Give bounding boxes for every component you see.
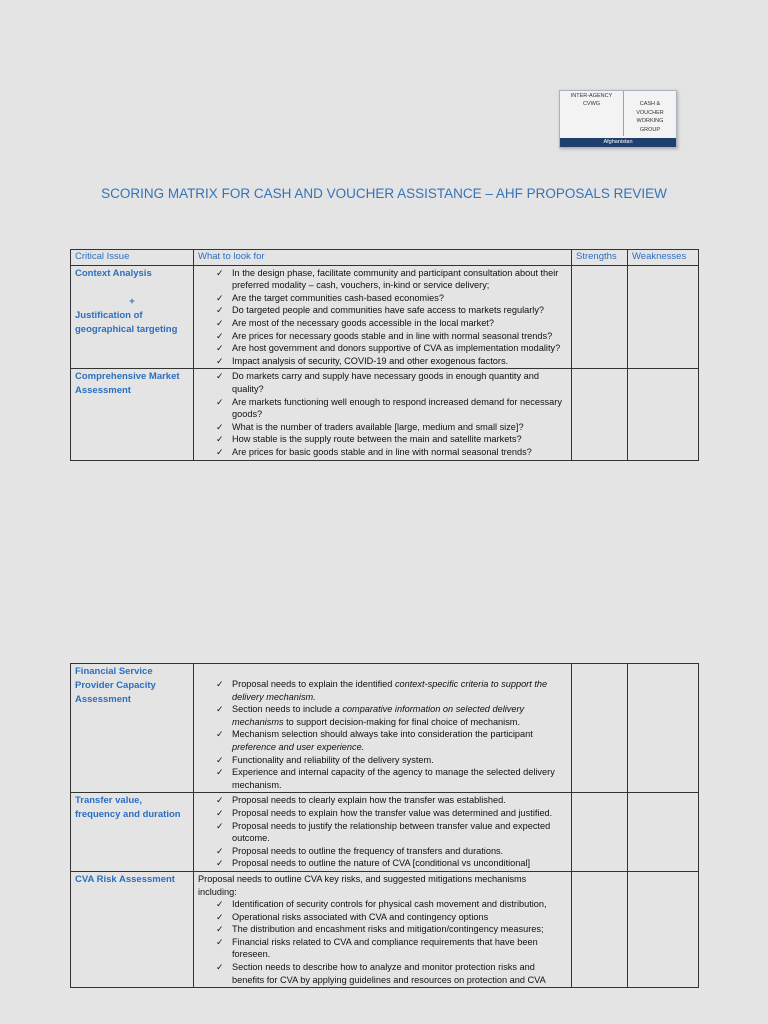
list-item-text: Section needs to include (232, 704, 335, 715)
header-weaknesses: Weaknesses (628, 250, 699, 266)
table-header-row (71, 250, 699, 266)
issue-cell: Comprehensive Market Assessment (71, 369, 194, 460)
list-item: ✓ Are the target communities cash-based economies? (198, 292, 567, 305)
list-item: ✓ Do targeted people and communities have safe access to markets regularly? (198, 304, 567, 317)
list-item: ✓ Operational risks associated with CVA and contingency options (198, 911, 567, 924)
list-item: ✓ How stable is the supply route between the main and satellite markets? (198, 433, 567, 446)
list-item: ✓ Are most of the necessary goods accessible in the local market? (198, 317, 567, 330)
scoring-table-part2 (70, 663, 699, 988)
look-for-cell (194, 871, 572, 987)
list-item: ✓ Identification of security controls for physical cash movement and distribution, (198, 898, 567, 911)
table-row (71, 793, 699, 872)
issue-label: Context Analysis (75, 267, 152, 279)
list-item: ✓ In the design phase, facilitate community and participant consultation about their preferred modality – cash, vouchers, in-kind or service delivery; (198, 267, 567, 292)
weaknesses-cell[interactable] (628, 265, 699, 369)
list-item (198, 703, 567, 728)
header-critical-issue: Critical Issue (71, 250, 194, 266)
list-item-emphasis: context-specific criteria to support the delivery mechanism. (232, 679, 548, 702)
table-row (71, 664, 699, 793)
list-item: ✓ Impact analysis of security, COVID-19 and other exogenous factors. (198, 355, 567, 368)
table-row (71, 265, 699, 369)
list-item: ✓ Proposal needs to justify the relationship between transfer value and expected outcome. (198, 820, 567, 845)
cvwg-logo (559, 90, 677, 148)
strengths-cell[interactable] (572, 871, 628, 987)
logo-right-box (624, 91, 676, 144)
document-title: SCORING MATRIX FOR CASH AND VOUCHER ASSISTANCE – AHF PROPOSALS REVIEW (101, 186, 667, 201)
issue-cell: Financial Service Provider Capacity Assessment (71, 664, 194, 793)
header-strengths: Strengths (572, 250, 628, 266)
list-item: ✓ Experience and internal capacity of the agency to manage the selected delivery mechanism. (198, 766, 567, 791)
issue-cell (71, 265, 194, 369)
list-item: ✓ Are host government and donors supportive of CVA as implementation modality? (198, 342, 567, 355)
list-item: ✓ Proposal needs to outline the frequency of transfers and durations. (198, 845, 567, 858)
list-item: ✓ Functionality and reliability of the delivery system. (198, 754, 567, 767)
list-item: ✓ What is the number of traders available [large, medium and small size]? (198, 421, 567, 434)
look-for-cell (194, 793, 572, 872)
look-for-cell (194, 265, 572, 369)
list-item: ✓ Section needs to describe how to analyze and monitor protection risks and benefits for CVA by applying guidelines and resources on protection and CVA (198, 961, 567, 986)
weaknesses-cell[interactable] (628, 664, 699, 793)
table-row (71, 369, 699, 460)
list-item: ✓ Financial risks related to CVA and compliance requirements that have been foreseen. (198, 936, 567, 961)
logo-text: CASH & (639, 101, 661, 107)
list-item-text: Proposal needs to explain the identified (232, 679, 395, 689)
list-item: ✓ Proposal needs to explain how the transfer value was determined and justified. (198, 807, 567, 820)
table-row (71, 871, 699, 987)
look-for-cell (194, 369, 572, 460)
plus-sign: + (129, 295, 135, 307)
scoring-table-part1 (70, 249, 699, 461)
list-item-text: to support decision-making for final choice of mechanism. (283, 716, 521, 727)
strengths-cell[interactable] (572, 369, 628, 460)
logo-text: VOUCHER (636, 109, 664, 116)
list-item: ✓ Proposal needs to outline the nature of CVA [conditional vs unconditional] (198, 857, 567, 870)
strengths-cell[interactable] (572, 793, 628, 872)
strengths-cell[interactable] (572, 265, 628, 369)
weaknesses-cell[interactable] (628, 369, 699, 460)
logo-text: WORKING (636, 118, 664, 124)
list-item: ✓ Are prices for basic goods stable and in line with normal seasonal trends? (198, 446, 567, 459)
list-item-text: Mechanism selection should always take into consideration the participant (232, 729, 533, 740)
list-item-emphasis: preference and user experience. (232, 741, 365, 752)
list-item: ✓ Are markets functioning well enough to respond increased demand for necessary goods? (198, 396, 567, 421)
list-item-emphasis: a comparative information on selected delivery mechanisms (232, 704, 525, 727)
list-item: ✓ The distribution and encashment risks and mitigation/contingency measures; (198, 923, 567, 936)
list-item: ✓ Do markets carry and supply have necessary goods in enough quantity and quality? (198, 370, 567, 395)
logo-left-box (560, 91, 624, 136)
issue-cell: CVA Risk Assessment (71, 871, 194, 987)
look-for-cell (194, 664, 572, 793)
header-what-to-look-for: What to look for (194, 250, 572, 266)
issue-cell: Transfer value, frequency and duration (71, 793, 194, 872)
weaknesses-cell[interactable] (628, 793, 699, 872)
list-item (198, 678, 567, 703)
section-intro: Proposal needs to outline CVA key risks, and suggested mitigations mechanisms including: (198, 873, 527, 897)
logo-text: CVWG (582, 101, 601, 107)
weaknesses-cell[interactable] (628, 871, 699, 987)
strengths-cell[interactable] (572, 664, 628, 793)
list-item: ✓ Proposal needs to clearly explain how the transfer was established. (198, 794, 567, 807)
list-item: ✓ Are prices for necessary goods stable and in line with normal seasonal trends? (198, 330, 567, 343)
issue-label: Justification of geographical targeting (75, 309, 178, 335)
logo-text: GROUP (639, 126, 661, 133)
logo-text: INTER-AGENCY (570, 93, 613, 99)
list-item (198, 728, 567, 753)
logo-band: Afghanistan (560, 138, 676, 147)
